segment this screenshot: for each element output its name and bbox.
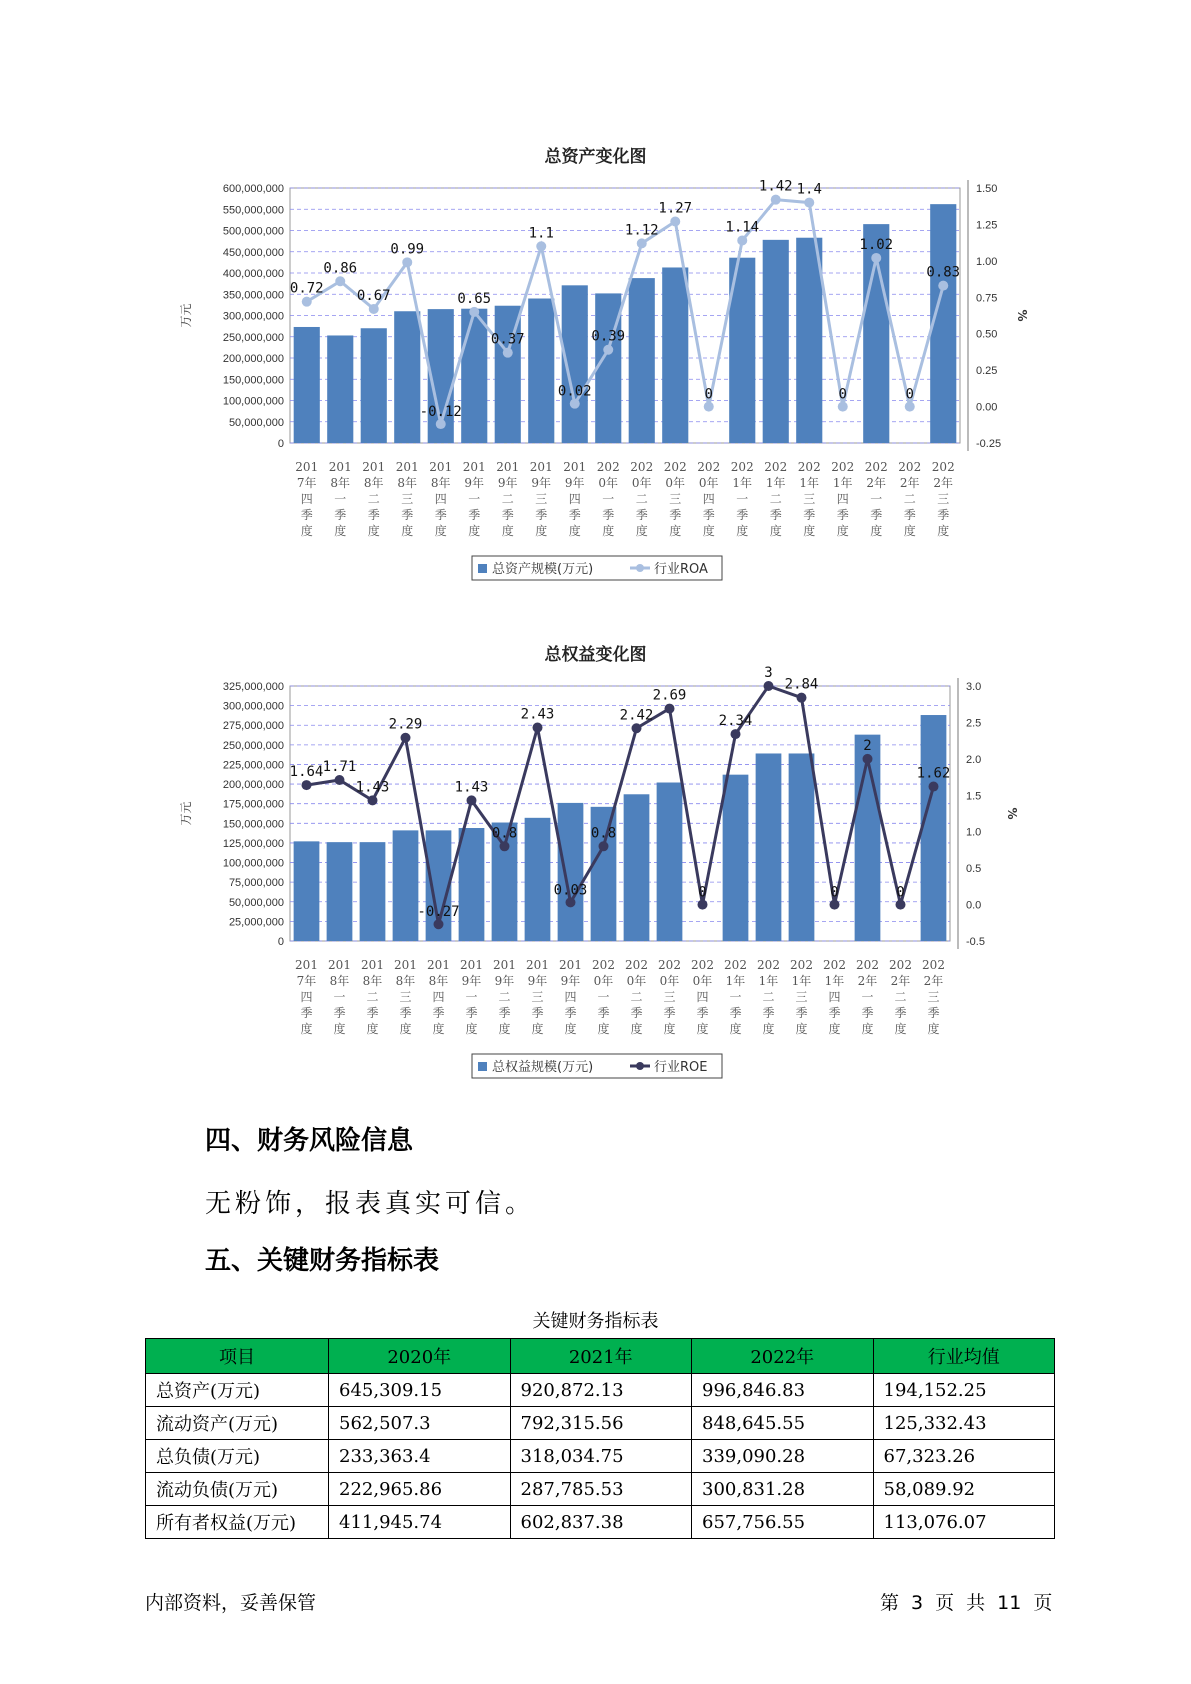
footer-page-suffix: 页 <box>1033 1592 1053 1614</box>
x-axis-tick-label: 202 0年一季度 <box>592 958 615 1036</box>
data-label: 1.43 <box>355 779 390 796</box>
y-axis-tick-label: 175,000,000 <box>222 798 284 811</box>
data-label: -0.27 <box>417 904 460 921</box>
series-point <box>599 841 609 851</box>
table-cell: 总资产(万元) <box>146 1374 329 1407</box>
data-label: -0.12 <box>419 404 462 421</box>
y2-axis-title: % <box>1005 807 1019 820</box>
table-cell: 所有者权益(万元) <box>146 1506 329 1539</box>
key-financial-table <box>145 1338 1055 1539</box>
y-axis-tick-label: 150,000,000 <box>222 374 284 387</box>
table-cell: 300,831.28 <box>692 1473 874 1506</box>
y-axis-tick-label: 50,000,000 <box>228 416 284 429</box>
table-cell: 222,965.86 <box>329 1473 511 1506</box>
series-point <box>771 195 781 205</box>
data-label: 0.65 <box>457 290 492 307</box>
x-axis-tick-label: 201 8年四季度 <box>427 958 450 1036</box>
bar <box>629 278 655 443</box>
y2-axis-tick-label: 0.50 <box>976 328 998 341</box>
x-axis-tick-label: 201 8年一季度 <box>328 460 352 538</box>
x-axis-tick-label: 202 0年四季度 <box>691 958 714 1036</box>
legend-bar-swatch <box>478 1062 487 1071</box>
y-axis-title: 万元 <box>179 801 193 826</box>
x-axis-tick-label: 202 1年一季度 <box>730 460 754 538</box>
bar <box>624 794 650 941</box>
footer-page-number: 3 <box>911 1592 924 1614</box>
series-point <box>401 733 411 743</box>
series-point <box>335 775 345 785</box>
y-axis-tick-label: 50,000,000 <box>228 896 284 909</box>
legend-line-label: 行业ROA <box>654 562 708 577</box>
x-axis-tick-label: 202 1年三季度 <box>797 460 821 538</box>
footer-total-prefix: 共 <box>966 1592 986 1614</box>
x-axis-tick-label: 201 8年四季度 <box>429 460 453 538</box>
y2-axis-tick-label: 0.25 <box>976 365 998 378</box>
y2-axis-tick-label: 0.75 <box>976 292 998 305</box>
table-cell: 总负债(万元) <box>146 1440 329 1473</box>
bar <box>294 841 320 941</box>
table-cell: 562,507.3 <box>329 1407 511 1440</box>
table-cell: 流动负债(万元) <box>146 1473 329 1506</box>
y-axis-tick-label: 450,000,000 <box>222 246 284 259</box>
data-label: 1.02 <box>859 236 894 253</box>
data-label: 0 <box>698 884 707 901</box>
series-point <box>302 780 312 790</box>
table-cell: 411,945.74 <box>329 1506 511 1539</box>
bar <box>394 311 420 443</box>
legend-bar-label: 总权益规模(万元) <box>492 1060 594 1075</box>
x-axis-tick-label: 202 0年三季度 <box>663 460 687 538</box>
table-cell: 920,872.13 <box>510 1374 692 1407</box>
bar <box>921 715 947 941</box>
series-point <box>335 276 345 286</box>
bar <box>525 818 551 941</box>
series-point <box>566 897 576 907</box>
table-row <box>146 1440 1055 1473</box>
data-label: 1.71 <box>322 758 357 775</box>
series-point <box>533 723 543 733</box>
y-axis-tick-label: 200,000,000 <box>222 779 284 792</box>
data-label: 0.8 <box>491 825 518 842</box>
x-axis-tick-label: 201 7年四季度 <box>295 460 319 538</box>
table-cell: 602,837.38 <box>510 1506 692 1539</box>
series-point <box>670 217 680 227</box>
x-axis-tick-label: 202 0年二季度 <box>630 460 654 538</box>
data-label: 0.83 <box>926 264 961 281</box>
table-cell: 67,323.26 <box>873 1440 1055 1473</box>
y2-axis-tick-label: -0.25 <box>976 438 1002 450</box>
data-label: 0 <box>905 386 914 403</box>
y-axis-tick-label: 250,000,000 <box>222 739 284 752</box>
series-point <box>737 235 747 245</box>
x-axis-tick-label: 202 2年二季度 <box>898 460 922 538</box>
y2-axis-tick-label: 0.5 <box>966 863 982 876</box>
table-cell: 125,332.43 <box>873 1407 1055 1440</box>
series-point <box>929 782 939 792</box>
series-point <box>764 681 774 691</box>
series-point <box>368 795 378 805</box>
footer-page-prefix: 第 <box>880 1592 900 1614</box>
bar <box>360 842 386 941</box>
data-label: 0.86 <box>323 260 358 277</box>
footer-total-pages: 11 <box>997 1592 1022 1614</box>
equity-chart-title: 总权益变化图 <box>544 645 647 665</box>
bar <box>327 335 353 443</box>
data-label: 1.4 <box>796 181 822 198</box>
y-axis-tick-label: 275,000,000 <box>222 720 284 733</box>
series-point <box>503 348 513 358</box>
x-axis-tick-label: 202 0年三季度 <box>658 958 681 1036</box>
data-label: 1.62 <box>916 765 951 782</box>
x-axis-tick-label: 202 0年二季度 <box>625 958 648 1036</box>
y2-axis-tick-label: 3.0 <box>966 681 982 693</box>
series-point <box>637 238 647 248</box>
y2-axis-tick-label: 0.0 <box>966 899 982 912</box>
data-label: 0.37 <box>490 331 525 348</box>
x-axis-tick-label: 201 8年三季度 <box>395 460 419 538</box>
x-axis-tick-label: 202 2年一季度 <box>864 460 888 538</box>
bar <box>558 803 584 941</box>
data-label: 0.72 <box>289 280 324 297</box>
y-axis-tick-label: 0 <box>277 936 284 948</box>
x-axis-tick-label: 202 1年一季度 <box>724 958 747 1036</box>
table-cell: 792,315.56 <box>510 1407 692 1440</box>
x-axis-tick-label: 202 1年二季度 <box>757 958 780 1036</box>
header-2021: 2021年 <box>510 1339 692 1374</box>
x-axis-tick-label: 201 9年一季度 <box>460 958 483 1036</box>
x-axis-tick-label: 201 9年四季度 <box>563 460 587 538</box>
data-label: 1.64 <box>289 764 324 781</box>
total-equity-chart <box>0 665 1191 1116</box>
header-2020: 2020年 <box>329 1339 511 1374</box>
bar <box>459 828 485 941</box>
bar <box>393 830 419 941</box>
y2-axis-tick-label: 1.0 <box>966 826 982 839</box>
y-axis-tick-label: 125,000,000 <box>222 837 284 850</box>
series-point <box>436 419 446 429</box>
x-axis-tick-label: 201 9年三季度 <box>526 958 549 1036</box>
bar <box>461 309 487 443</box>
data-label: 2.84 <box>784 676 819 693</box>
y-axis-tick-label: 0 <box>277 438 284 450</box>
table-cell: 113,076.07 <box>873 1506 1055 1539</box>
legend-bar-swatch <box>478 564 487 573</box>
table-cell: 339,090.28 <box>692 1440 874 1473</box>
footer-page-info <box>880 1588 1064 1615</box>
series-point <box>665 704 675 714</box>
y-axis-tick-label: 600,000,000 <box>222 183 284 195</box>
table-cell: 848,645.55 <box>692 1407 874 1440</box>
table-header-row <box>146 1339 1055 1374</box>
x-axis-tick-label: 201 8年一季度 <box>328 958 351 1036</box>
x-axis-tick-label: 201 8年二季度 <box>362 460 386 538</box>
y-axis-tick-label: 400,000,000 <box>222 268 284 280</box>
x-axis-tick-label: 202 1年四季度 <box>823 958 846 1036</box>
table-cell: 58,089.92 <box>873 1473 1055 1506</box>
section-4-heading: 四、财务风险信息 <box>205 1126 414 1156</box>
y-axis-tick-label: 325,000,000 <box>222 681 284 693</box>
y-axis-tick-label: 100,000,000 <box>222 857 284 870</box>
data-label: 2.69 <box>652 687 687 704</box>
series-point <box>570 399 580 409</box>
series-point <box>797 693 807 703</box>
series-point <box>830 900 840 910</box>
x-axis-tick-label: 201 9年二季度 <box>493 958 516 1036</box>
series-point <box>704 402 714 412</box>
series-point <box>896 900 906 910</box>
y2-axis-title: % <box>1015 309 1029 322</box>
data-label: 1.42 <box>758 178 793 195</box>
series-point <box>838 402 848 412</box>
bar <box>294 327 320 443</box>
legend-bar-label: 总资产规模(万元) <box>492 562 594 577</box>
y-axis-tick-label: 225,000,000 <box>222 759 284 772</box>
series-point <box>500 841 510 851</box>
footer-confidential-note: 内部资料，妥善保管 <box>145 1592 317 1614</box>
x-axis-tick-label: 201 8年三季度 <box>394 958 417 1036</box>
table-cell: 657,756.55 <box>692 1506 874 1539</box>
y2-axis-tick-label: 1.25 <box>976 219 998 232</box>
bar <box>361 328 387 443</box>
header-industry-avg: 行业均值 <box>873 1339 1055 1374</box>
x-axis-tick-label: 201 9年二季度 <box>496 460 520 538</box>
series-point <box>469 307 479 317</box>
series-point <box>302 297 312 307</box>
y-axis-tick-label: 200,000,000 <box>222 353 284 365</box>
data-label: 3 <box>764 665 773 681</box>
data-label: 2.42 <box>619 707 654 724</box>
series-point <box>698 900 708 910</box>
table-row <box>146 1473 1055 1506</box>
y2-axis-tick-label: 1.50 <box>976 183 998 195</box>
x-axis-tick-label: 202 2年一季度 <box>856 958 879 1036</box>
series-point <box>434 919 444 929</box>
x-axis-tick-label: 202 0年四季度 <box>697 460 721 538</box>
bar <box>662 267 688 443</box>
data-label: 2.43 <box>520 706 555 723</box>
y2-axis-tick-label: 1.00 <box>976 255 998 268</box>
bar <box>528 299 554 444</box>
bar <box>327 842 353 941</box>
y-axis-tick-label: 500,000,000 <box>222 225 284 238</box>
data-label: 0 <box>830 884 839 901</box>
footer-page-label: 页 <box>935 1592 955 1614</box>
section-5-heading: 五、关键财务指标表 <box>205 1246 440 1276</box>
y2-axis-tick-label: -0.5 <box>966 936 985 948</box>
x-axis-tick-label: 202 2年三季度 <box>922 958 945 1036</box>
x-axis-tick-label: 202 1年三季度 <box>790 958 813 1036</box>
bar <box>789 753 815 941</box>
data-label: 0 <box>896 884 905 901</box>
data-label: 0.03 <box>553 882 588 899</box>
series-point <box>536 241 546 251</box>
x-axis-tick-label: 202 2年三季度 <box>931 460 955 538</box>
y-axis-tick-label: 350,000,000 <box>222 289 284 302</box>
data-label: 2.29 <box>388 716 423 733</box>
bar <box>723 775 749 941</box>
data-label: 1.27 <box>658 200 693 217</box>
x-axis-tick-label: 201 9年一季度 <box>462 460 486 538</box>
series-point <box>871 253 881 263</box>
data-label: 0.8 <box>590 825 617 842</box>
y-axis-tick-label: 550,000,000 <box>222 204 284 217</box>
data-label: 0 <box>838 386 847 403</box>
bar <box>763 240 789 443</box>
y2-axis-tick-label: 0.00 <box>976 401 998 414</box>
series-point <box>402 257 412 267</box>
y2-axis-tick-label: 2.5 <box>966 717 982 730</box>
x-axis-tick-label: 201 9年三季度 <box>529 460 553 538</box>
data-label: 1.43 <box>454 779 489 796</box>
data-label: 0.99 <box>390 241 425 258</box>
y-axis-tick-label: 250,000,000 <box>222 331 284 344</box>
data-label: 0.39 <box>591 328 626 345</box>
data-label: 0.67 <box>356 287 391 304</box>
legend-line-label: 行业ROE <box>654 1060 708 1075</box>
header-item: 项目 <box>146 1339 329 1374</box>
data-label: 2 <box>863 737 872 754</box>
section-4-body: 无粉饰，报表真实可信。 <box>205 1189 536 1219</box>
table-row <box>146 1374 1055 1407</box>
series-point <box>467 795 477 805</box>
x-axis-tick-label: 201 8年二季度 <box>361 958 384 1036</box>
bar <box>756 753 782 941</box>
series-point <box>632 723 642 733</box>
y-axis-tick-label: 25,000,000 <box>228 916 284 929</box>
y2-axis-tick-label: 2.0 <box>966 753 982 766</box>
y-axis-tick-label: 100,000,000 <box>222 395 284 408</box>
series-point <box>369 304 379 314</box>
total-asset-chart <box>0 178 1191 618</box>
legend-line-marker <box>636 1062 644 1070</box>
y2-axis-tick-label: 1.5 <box>966 790 982 803</box>
header-2022: 2022年 <box>692 1339 874 1374</box>
data-label: 0 <box>704 386 713 403</box>
data-label: 0.02 <box>557 383 592 400</box>
series-point <box>938 281 948 291</box>
asset-chart-title: 总资产变化图 <box>544 147 647 167</box>
y-axis-tick-label: 300,000,000 <box>222 310 284 323</box>
x-axis-tick-label: 202 1年四季度 <box>831 460 855 538</box>
bar <box>796 238 822 443</box>
x-axis-tick-label: 201 9年四季度 <box>559 958 582 1036</box>
table-cell: 645,309.15 <box>329 1374 511 1407</box>
table-row <box>146 1407 1055 1440</box>
y-axis-tick-label: 300,000,000 <box>222 700 284 713</box>
x-axis-tick-label: 201 7年四季度 <box>295 958 318 1036</box>
x-axis-tick-label: 202 0年一季度 <box>596 460 620 538</box>
table-cell: 194,152.25 <box>873 1374 1055 1407</box>
series-point <box>603 345 613 355</box>
table-cell: 233,363.4 <box>329 1440 511 1473</box>
y-axis-tick-label: 75,000,000 <box>228 877 284 890</box>
table-cell: 287,785.53 <box>510 1473 692 1506</box>
table-cell: 318,034.75 <box>510 1440 692 1473</box>
table-cell: 流动资产(万元) <box>146 1407 329 1440</box>
x-axis-tick-label: 202 1年二季度 <box>764 460 788 538</box>
series-point <box>863 754 873 764</box>
bar <box>657 783 683 941</box>
series-point <box>731 729 741 739</box>
series-point <box>905 402 915 412</box>
data-label: 1.14 <box>725 219 760 236</box>
data-label: 2.34 <box>718 713 753 730</box>
x-axis-tick-label: 202 2年二季度 <box>889 958 912 1036</box>
table-cell: 996,846.83 <box>692 1374 874 1407</box>
table-row <box>146 1506 1055 1539</box>
data-label: 1.1 <box>528 225 554 242</box>
data-label: 1.12 <box>624 222 659 239</box>
legend-line-marker <box>636 564 644 572</box>
y-axis-tick-label: 150,000,000 <box>222 818 284 831</box>
table-caption: 关键财务指标表 <box>532 1311 659 1332</box>
series-point <box>804 198 814 208</box>
y-axis-title: 万元 <box>179 303 193 328</box>
